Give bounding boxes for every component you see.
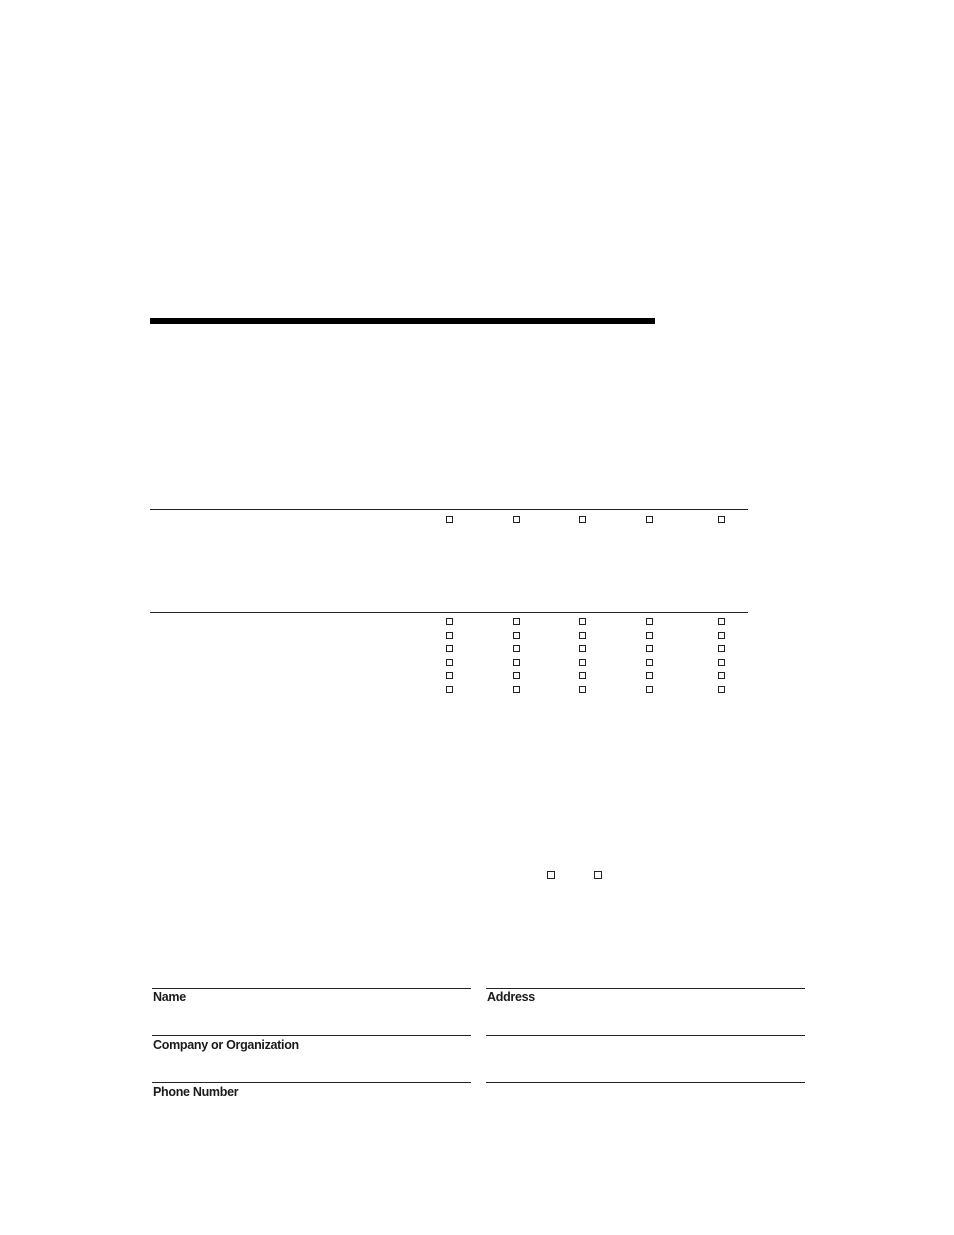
section-2-checkbox-r6-c2[interactable] <box>513 686 520 693</box>
section-2-checkbox-r3-c4[interactable] <box>646 645 653 652</box>
section-2-checkbox-r5-c3[interactable] <box>579 672 586 679</box>
section-2-checkbox-r4-c1[interactable] <box>446 659 453 666</box>
section-2-checkbox-r1-c1[interactable] <box>446 618 453 625</box>
choice-checkbox-2[interactable] <box>594 871 602 879</box>
section-2-checkbox-r1-c2[interactable] <box>513 618 520 625</box>
section-1-checkbox-r1-c5[interactable] <box>718 516 725 523</box>
section-2-checkbox-r5-c1[interactable] <box>446 672 453 679</box>
section-2-checkbox-r2-c1[interactable] <box>446 632 453 639</box>
phone-field-line[interactable] <box>152 1082 471 1083</box>
address-field-line[interactable] <box>486 988 805 989</box>
section-2-checkbox-r6-c1[interactable] <box>446 686 453 693</box>
title-rule <box>150 318 655 324</box>
company-label: Company or Organization <box>153 1038 299 1052</box>
section-1-divider <box>150 509 748 510</box>
section-2-checkbox-r5-c4[interactable] <box>646 672 653 679</box>
section-1-checkbox-r1-c3[interactable] <box>579 516 586 523</box>
section-2-checkbox-r5-c2[interactable] <box>513 672 520 679</box>
name-label: Name <box>153 990 186 1004</box>
section-2-checkbox-r3-c3[interactable] <box>579 645 586 652</box>
name-field-line[interactable] <box>152 988 471 989</box>
company-field-line[interactable] <box>152 1035 471 1036</box>
section-2-checkbox-r4-c5[interactable] <box>718 659 725 666</box>
section-2-checkbox-r6-c4[interactable] <box>646 686 653 693</box>
section-2-checkbox-r3-c2[interactable] <box>513 645 520 652</box>
address-line-3[interactable] <box>486 1082 805 1083</box>
section-2-checkbox-r1-c4[interactable] <box>646 618 653 625</box>
section-2-checkbox-r3-c5[interactable] <box>718 645 725 652</box>
section-2-checkbox-r1-c5[interactable] <box>718 618 725 625</box>
section-2-checkbox-r2-c4[interactable] <box>646 632 653 639</box>
section-2-checkbox-r5-c5[interactable] <box>718 672 725 679</box>
section-1-checkbox-r1-c1[interactable] <box>446 516 453 523</box>
section-2-checkbox-r4-c4[interactable] <box>646 659 653 666</box>
section-1-checkbox-r1-c4[interactable] <box>646 516 653 523</box>
choice-checkbox-1[interactable] <box>547 871 555 879</box>
section-2-checkbox-r4-c3[interactable] <box>579 659 586 666</box>
section-2-divider <box>150 612 748 613</box>
section-2-checkbox-r6-c3[interactable] <box>579 686 586 693</box>
section-1-checkbox-r1-c2[interactable] <box>513 516 520 523</box>
section-2-checkbox-r4-c2[interactable] <box>513 659 520 666</box>
section-2-checkbox-r2-c5[interactable] <box>718 632 725 639</box>
section-2-checkbox-r1-c3[interactable] <box>579 618 586 625</box>
section-2-checkbox-r2-c2[interactable] <box>513 632 520 639</box>
section-2-checkbox-r2-c3[interactable] <box>579 632 586 639</box>
address-label: Address <box>487 990 535 1004</box>
phone-label: Phone Number <box>153 1085 239 1099</box>
address-line-2[interactable] <box>486 1035 805 1036</box>
section-2-checkbox-r3-c1[interactable] <box>446 645 453 652</box>
section-2-checkbox-r6-c5[interactable] <box>718 686 725 693</box>
